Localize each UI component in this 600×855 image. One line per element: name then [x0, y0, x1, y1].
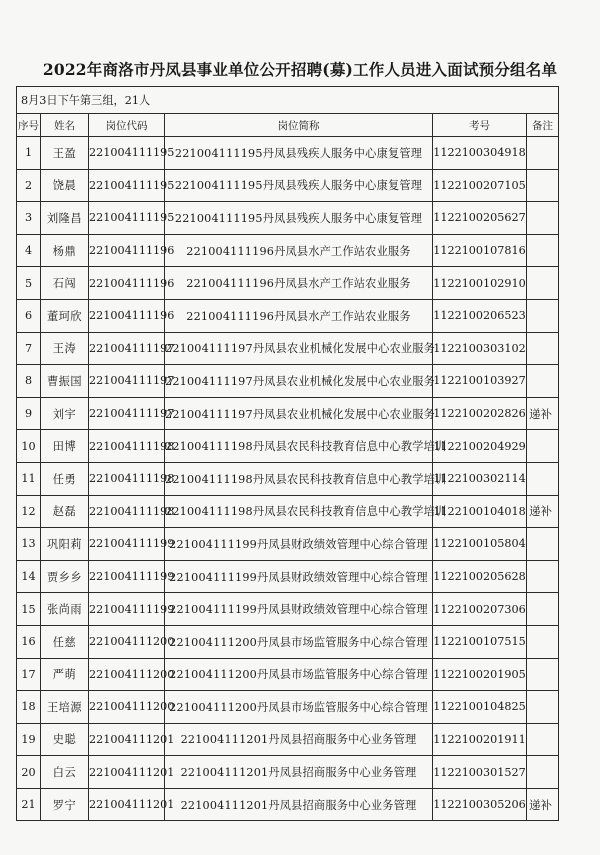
table-header-row — [17, 114, 559, 137]
row-note — [527, 365, 559, 398]
group-info: 8月3日下午第三组，21人 — [17, 87, 559, 114]
row-note — [527, 202, 559, 235]
row-post-code: 221004111200 — [89, 625, 165, 658]
row-post-code: 221004111201 — [89, 723, 165, 756]
row-post-code: 221004111200 — [89, 658, 165, 691]
row-exam-number: 1122100202826 — [433, 397, 527, 430]
table-row — [17, 169, 559, 202]
row-number: 5 — [17, 267, 41, 300]
table-row — [17, 691, 559, 724]
table-row — [17, 267, 559, 300]
row-note — [527, 267, 559, 300]
row-note — [527, 299, 559, 332]
table-row — [17, 462, 559, 495]
row-post-code: 221004111199 — [89, 560, 165, 593]
row-note — [527, 691, 559, 724]
table-row — [17, 788, 559, 821]
row-exam-number: 1122100102910 — [433, 267, 527, 300]
row-exam-number: 1122100201905 — [433, 658, 527, 691]
row-post-code: 221004111199 — [89, 528, 165, 561]
row-number: 17 — [17, 658, 41, 691]
row-number: 18 — [17, 691, 41, 724]
row-note — [527, 462, 559, 495]
table-row — [17, 299, 559, 332]
row-name: 石闯 — [41, 267, 89, 300]
row-note — [527, 593, 559, 626]
row-name: 王盈 — [41, 137, 89, 170]
row-number: 4 — [17, 234, 41, 267]
table-row — [17, 625, 559, 658]
row-note — [527, 528, 559, 561]
row-name: 贾乡乡 — [41, 560, 89, 593]
header-name: 姓名 — [41, 114, 89, 137]
header-post-code: 岗位代码 — [89, 114, 165, 137]
row-name: 田博 — [41, 430, 89, 463]
row-post-code: 221004111198 — [89, 495, 165, 528]
row-post-title: 221004111199丹凤县财政绩效管理中心综合管理 — [165, 560, 433, 593]
row-note — [527, 723, 559, 756]
row-number: 8 — [17, 365, 41, 398]
table-row — [17, 234, 559, 267]
row-post-title: 221004111200丹凤县市场监管服务中心综合管理 — [165, 691, 433, 724]
row-name: 刘宇 — [41, 397, 89, 430]
row-post-title: 221004111195丹凤县残疾人服务中心康复管理 — [165, 202, 433, 235]
row-note — [527, 430, 559, 463]
row-post-code: 221004111198 — [89, 462, 165, 495]
row-name: 赵磊 — [41, 495, 89, 528]
row-number: 15 — [17, 593, 41, 626]
row-post-title: 221004111196丹凤县水产工作站农业服务 — [165, 299, 433, 332]
row-number: 19 — [17, 723, 41, 756]
row-note — [527, 756, 559, 789]
row-post-code: 221004111195 — [89, 137, 165, 170]
row-name: 张尚雨 — [41, 593, 89, 626]
row-post-code: 221004111195 — [89, 202, 165, 235]
table-row — [17, 756, 559, 789]
row-note: 递补 — [527, 397, 559, 430]
row-name: 王培源 — [41, 691, 89, 724]
row-name: 刘隆昌 — [41, 202, 89, 235]
row-name: 巩阳莉 — [41, 528, 89, 561]
row-exam-number: 1122100205628 — [433, 560, 527, 593]
row-number: 14 — [17, 560, 41, 593]
row-post-code: 221004111201 — [89, 788, 165, 821]
row-note — [527, 169, 559, 202]
row-exam-number: 1122100205627 — [433, 202, 527, 235]
row-exam-number: 1122100103927 — [433, 365, 527, 398]
row-exam-number: 1122100201911 — [433, 723, 527, 756]
table-row — [17, 723, 559, 756]
table-row — [17, 202, 559, 235]
row-exam-number: 1122100104018 — [433, 495, 527, 528]
row-post-title: 221004111201丹凤县招商服务中心业务管理 — [165, 756, 433, 789]
row-post-code: 221004111197 — [89, 365, 165, 398]
row-note — [527, 658, 559, 691]
row-exam-number: 1122100104825 — [433, 691, 527, 724]
row-post-title: 221004111195丹凤县残疾人服务中心康复管理 — [165, 137, 433, 170]
row-note — [527, 137, 559, 170]
row-exam-number: 1122100207105 — [433, 169, 527, 202]
row-name: 白云 — [41, 756, 89, 789]
row-exam-number: 1122100107515 — [433, 625, 527, 658]
table-row — [17, 495, 559, 528]
row-post-code: 221004111196 — [89, 267, 165, 300]
row-number: 12 — [17, 495, 41, 528]
row-number: 10 — [17, 430, 41, 463]
row-exam-number: 1122100304918 — [433, 137, 527, 170]
row-exam-number: 1122100303102 — [433, 332, 527, 365]
row-number: 21 — [17, 788, 41, 821]
table-row — [17, 593, 559, 626]
row-number: 1 — [17, 137, 41, 170]
row-note: 递补 — [527, 495, 559, 528]
table-row — [17, 528, 559, 561]
row-name: 任慈 — [41, 625, 89, 658]
row-exam-number: 1122100105804 — [433, 528, 527, 561]
header-no: 序号 — [17, 114, 41, 137]
row-number: 13 — [17, 528, 41, 561]
row-post-code: 221004111196 — [89, 299, 165, 332]
row-name: 任勇 — [41, 462, 89, 495]
row-number: 7 — [17, 332, 41, 365]
row-post-title: 221004111197丹凤县农业机械化发展中心农业服务 — [165, 332, 433, 365]
row-number: 6 — [17, 299, 41, 332]
row-name: 严萌 — [41, 658, 89, 691]
row-name: 杨鼎 — [41, 234, 89, 267]
row-name: 王涛 — [41, 332, 89, 365]
row-post-title: 221004111200丹凤县市场监管服务中心综合管理 — [165, 625, 433, 658]
row-post-title: 221004111199丹凤县财政绩效管理中心综合管理 — [165, 528, 433, 561]
row-post-title: 221004111196丹凤县水产工作站农业服务 — [165, 234, 433, 267]
row-note — [527, 234, 559, 267]
header-exam-number: 考号 — [433, 114, 527, 137]
row-post-title: 221004111198丹凤县农民科技教育信息中心教学培训 — [165, 462, 433, 495]
row-name: 董珂欣 — [41, 299, 89, 332]
row-exam-number: 1122100107816 — [433, 234, 527, 267]
row-number: 11 — [17, 462, 41, 495]
row-note — [527, 560, 559, 593]
row-exam-number: 1122100301527 — [433, 756, 527, 789]
row-name: 曹振国 — [41, 365, 89, 398]
table-row — [17, 332, 559, 365]
row-exam-number: 1122100302114 — [433, 462, 527, 495]
row-post-title: 221004111195丹凤县残疾人服务中心康复管理 — [165, 169, 433, 202]
header-note: 备注 — [527, 114, 559, 137]
row-number: 2 — [17, 169, 41, 202]
row-note — [527, 625, 559, 658]
row-exam-number: 1122100207306 — [433, 593, 527, 626]
table-row — [17, 137, 559, 170]
row-number: 9 — [17, 397, 41, 430]
row-post-title: 221004111201丹凤县招商服务中心业务管理 — [165, 788, 433, 821]
row-post-code: 221004111197 — [89, 332, 165, 365]
row-post-title: 221004111199丹凤县财政绩效管理中心综合管理 — [165, 593, 433, 626]
table-row — [17, 658, 559, 691]
table-row — [17, 397, 559, 430]
row-number: 16 — [17, 625, 41, 658]
page-title: 2022年商洛市丹凤县事业单位公开招聘(募)工作人员进入面试预分组名单 — [42, 60, 558, 79]
row-exam-number: 1122100206523 — [433, 299, 527, 332]
row-post-code: 221004111200 — [89, 691, 165, 724]
candidate-table — [16, 86, 559, 821]
table-row — [17, 560, 559, 593]
row-number: 3 — [17, 202, 41, 235]
row-exam-number: 1122100204929 — [433, 430, 527, 463]
table-row — [17, 430, 559, 463]
header-post-title: 岗位简称 — [165, 114, 433, 137]
row-number: 20 — [17, 756, 41, 789]
row-name: 罗宁 — [41, 788, 89, 821]
table-row — [17, 365, 559, 398]
row-post-code: 221004111198 — [89, 430, 165, 463]
row-post-code: 221004111195 — [89, 169, 165, 202]
row-post-code: 221004111199 — [89, 593, 165, 626]
row-post-title: 221004111198丹凤县农民科技教育信息中心教学培训 — [165, 430, 433, 463]
row-post-code: 221004111201 — [89, 756, 165, 789]
row-post-title: 221004111196丹凤县水产工作站农业服务 — [165, 267, 433, 300]
row-note — [527, 332, 559, 365]
row-name: 饶晨 — [41, 169, 89, 202]
row-post-title: 221004111197丹凤县农业机械化发展中心农业服务 — [165, 365, 433, 398]
row-post-title: 221004111197丹凤县农业机械化发展中心农业服务 — [165, 397, 433, 430]
row-post-title: 221004111201丹凤县招商服务中心业务管理 — [165, 723, 433, 756]
row-post-title: 221004111200丹凤县市场监管服务中心综合管理 — [165, 658, 433, 691]
row-post-code: 221004111197 — [89, 397, 165, 430]
row-post-title: 221004111198丹凤县农民科技教育信息中心教学培训 — [165, 495, 433, 528]
row-exam-number: 1122100305206 — [433, 788, 527, 821]
row-name: 史聪 — [41, 723, 89, 756]
row-post-code: 221004111196 — [89, 234, 165, 267]
row-note: 递补 — [527, 788, 559, 821]
group-info-row — [17, 87, 559, 114]
